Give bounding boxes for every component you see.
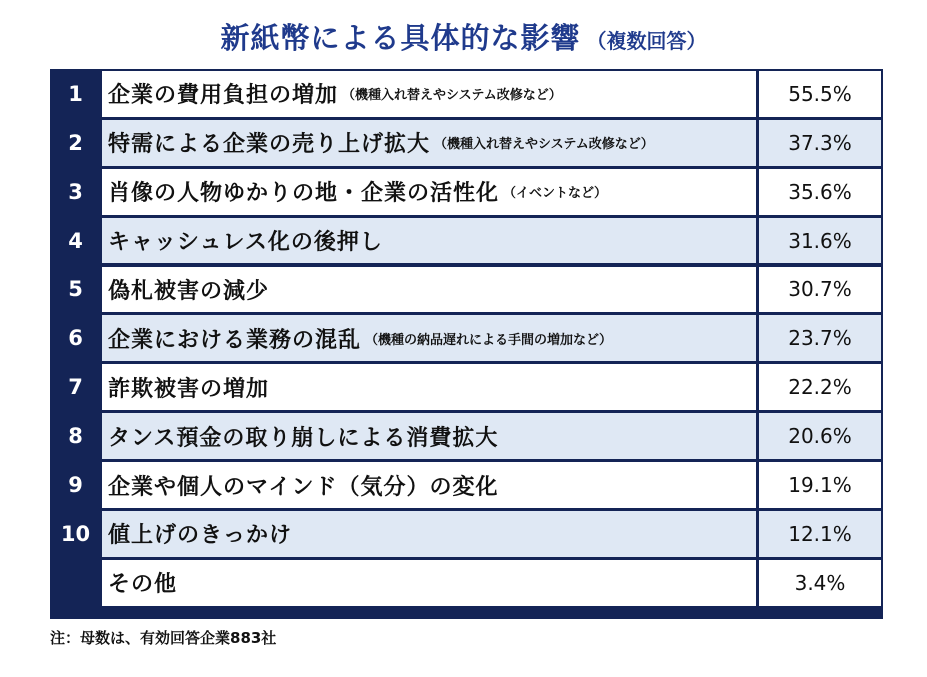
item-cell: [102, 511, 756, 557]
rank-cell: 7: [68, 375, 83, 400]
item-note: （機種入れ替えやシステム改修など）: [434, 137, 654, 153]
percent-cell: 55.5%: [759, 71, 881, 117]
rank-cell: 9: [68, 473, 83, 498]
table-row: [52, 315, 881, 361]
item-cell: [102, 169, 756, 215]
percent-cell: 37.3%: [759, 120, 881, 166]
item-label: タンス預金の取り崩しによる消費拡大: [108, 425, 499, 451]
title-main: 新紙幣による具体的な影響: [220, 21, 581, 55]
item-cell: [102, 413, 756, 459]
item-label: 企業の費用負担の増加: [108, 83, 339, 109]
item-cell: [102, 120, 756, 166]
percent-cell: 31.6%: [759, 218, 881, 264]
item-note: （機種の納品遅れによる手間の増加など）: [365, 332, 613, 348]
rank-cell: 10: [60, 521, 91, 546]
item-label: 値上げのきっかけ: [108, 523, 293, 549]
table-row: [52, 511, 881, 557]
item-label: 企業や個人のマインド（気分）の変化: [108, 474, 499, 500]
item-label: キャッシュレス化の後押し: [108, 230, 383, 256]
item-cell: [102, 267, 756, 313]
page-title: [0, 16, 927, 57]
rank-cell: 2: [68, 130, 83, 155]
percent-cell: 19.1%: [759, 462, 881, 508]
table-row: [52, 120, 881, 166]
item-cell: [102, 364, 756, 410]
results-table: [50, 69, 883, 619]
percent-cell: 20.6%: [759, 413, 881, 459]
rank-cell: 1: [68, 81, 83, 106]
footnote: 注：母数は、有効回答企業883社: [50, 629, 277, 647]
percent-cell: 22.2%: [759, 364, 881, 410]
item-note: （イベントなど）: [503, 186, 608, 202]
percent-cell: 12.1%: [759, 511, 881, 557]
percent-cell: 3.4%: [759, 560, 881, 606]
table-row: [52, 169, 881, 215]
rank-cell: 8: [68, 424, 83, 449]
rank-cell: [52, 560, 99, 606]
percent-cell: 23.7%: [759, 315, 881, 361]
item-label: 詐欺被害の増加: [108, 376, 270, 402]
table-row: [52, 364, 881, 410]
rank-cell: 5: [68, 277, 83, 302]
table-row: [52, 462, 881, 508]
rank-cell: 3: [68, 179, 83, 204]
item-label: 特需による企業の売り上げ拡大: [108, 132, 431, 158]
table-row: [52, 413, 881, 459]
item-note: （機種入れ替えやシステム改修など）: [342, 88, 562, 104]
item-label: その他: [108, 572, 178, 598]
item-label: 企業における業務の混乱: [108, 327, 362, 353]
rank-cell: 6: [68, 326, 83, 351]
item-cell: [102, 462, 756, 508]
title-sub: （複数回答）: [586, 29, 707, 53]
item-cell: [102, 315, 756, 361]
table-row: [52, 218, 881, 264]
item-cell: [102, 560, 756, 606]
percent-cell: 35.6%: [759, 169, 881, 215]
table-row: [52, 267, 881, 313]
table-row: [52, 560, 881, 606]
percent-cell: 30.7%: [759, 267, 881, 313]
item-label: 偽札被害の減少: [108, 278, 270, 304]
item-cell: [102, 71, 756, 117]
rank-cell: 4: [68, 228, 83, 253]
item-label: 肖像の人物ゆかりの地・企業の活性化: [108, 181, 500, 207]
item-cell: [102, 218, 756, 264]
table-row: [52, 71, 881, 117]
